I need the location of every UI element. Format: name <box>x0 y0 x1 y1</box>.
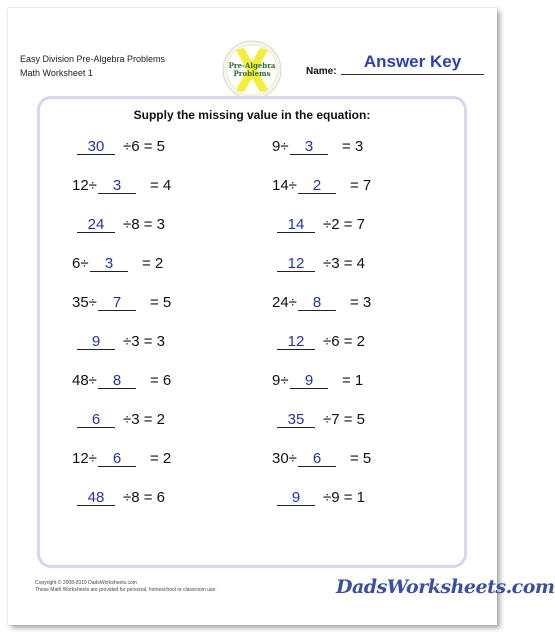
problem-row <box>72 371 262 391</box>
problem-row <box>272 293 462 313</box>
answer-blank: 9 <box>277 488 315 506</box>
problem-suffix: = 3 <box>342 138 364 155</box>
problem-suffix: ÷2 = 7 <box>323 216 366 233</box>
title-line-2: Math Worksheet 1 <box>20 68 93 78</box>
problem-suffix: ÷8 = 6 <box>123 489 166 506</box>
problem-suffix: ÷6 = 5 <box>123 138 166 155</box>
answer-blank: 35 <box>277 410 315 428</box>
answer-blank: 7 <box>98 293 136 311</box>
problem-row <box>272 488 462 508</box>
problem-suffix: = 6 <box>150 372 172 389</box>
answer-blank: 9 <box>77 332 115 350</box>
problem-row <box>272 176 462 196</box>
problem-prefix: 9÷ <box>272 372 289 389</box>
problem-suffix: ÷6 = 2 <box>323 333 366 350</box>
problem-row <box>272 215 462 235</box>
problem-suffix: ÷7 = 5 <box>323 411 366 428</box>
title-line-1: Easy Division Pre-Algebra Problems <box>20 54 166 64</box>
problem-prefix: 30÷ <box>272 450 297 467</box>
problem-prefix: 9÷ <box>272 138 289 155</box>
problem-row <box>72 215 262 235</box>
answer-key-heading: Answer Key <box>363 52 462 71</box>
name-label: Name: <box>306 66 337 77</box>
problem-row <box>72 137 262 157</box>
answer-blank: 24 <box>77 215 115 233</box>
answer-blank: 2 <box>298 176 336 194</box>
problem-row <box>272 137 462 157</box>
problem-row <box>272 254 462 274</box>
answer-blank: 12 <box>277 332 315 350</box>
logo-text-1: Pre-Algebra <box>228 61 276 70</box>
problem-suffix: = 7 <box>350 177 372 194</box>
usage-note: These Math Worksheets are provided for personal, homeschool or classroom use. <box>35 587 217 593</box>
problem-row <box>72 449 262 469</box>
problem-row <box>272 332 462 352</box>
answer-blank: 30 <box>77 137 115 155</box>
problem-suffix: ÷9 = 1 <box>323 489 366 506</box>
problem-suffix: = 2 <box>142 255 164 272</box>
copyright: Copyright © 2008-2019 DadsWorksheets.com <box>35 580 137 586</box>
problem-suffix: = 5 <box>150 294 172 311</box>
problem-suffix: = 3 <box>350 294 372 311</box>
answer-blank: 8 <box>298 293 336 311</box>
problem-suffix: = 1 <box>342 372 364 389</box>
problem-row <box>72 332 262 352</box>
problem-row <box>72 254 262 274</box>
answer-blank: 8 <box>98 371 136 389</box>
problem-row <box>272 410 462 430</box>
answer-blank: 6 <box>298 449 336 467</box>
worksheet-title <box>20 52 165 80</box>
problem-suffix: = 5 <box>350 450 372 467</box>
logo-text-2: Problems <box>233 69 271 78</box>
problem-row <box>272 449 462 469</box>
problem-row <box>72 176 262 196</box>
answer-blank: 6 <box>77 410 115 428</box>
answer-blank: 6 <box>98 449 136 467</box>
answer-blank: 9 <box>290 371 328 389</box>
problem-row <box>72 488 262 508</box>
problem-row <box>272 371 462 391</box>
answer-blank: 48 <box>77 488 115 506</box>
problem-suffix: ÷3 = 4 <box>323 255 366 272</box>
problem-row <box>72 293 262 313</box>
problem-suffix: = 2 <box>150 450 172 467</box>
answer-blank: 3 <box>90 254 128 272</box>
problem-suffix: ÷3 = 3 <box>123 333 166 350</box>
problem-prefix: 14÷ <box>272 177 297 194</box>
brand-logo: DadsWorksheets.com <box>336 576 555 598</box>
answer-blank: 3 <box>290 137 328 155</box>
pre-algebra-logo <box>222 40 282 100</box>
problem-prefix: 12÷ <box>72 177 97 194</box>
name-line <box>341 74 484 75</box>
answer-blank: 3 <box>98 176 136 194</box>
problem-suffix: ÷3 = 2 <box>123 411 166 428</box>
problem-prefix: 35÷ <box>72 294 97 311</box>
answer-blank: 14 <box>277 215 315 233</box>
answer-blank: 12 <box>277 254 315 272</box>
footer-text <box>35 580 217 594</box>
problem-suffix: = 4 <box>150 177 172 194</box>
problem-prefix: 24÷ <box>272 294 297 311</box>
problem-prefix: 6÷ <box>72 255 89 272</box>
problem-prefix: 48÷ <box>72 372 97 389</box>
problem-row <box>72 410 262 430</box>
problem-prefix: 12÷ <box>72 450 97 467</box>
problem-suffix: ÷8 = 3 <box>123 216 166 233</box>
instructions: Supply the missing value in the equation: <box>133 108 371 122</box>
